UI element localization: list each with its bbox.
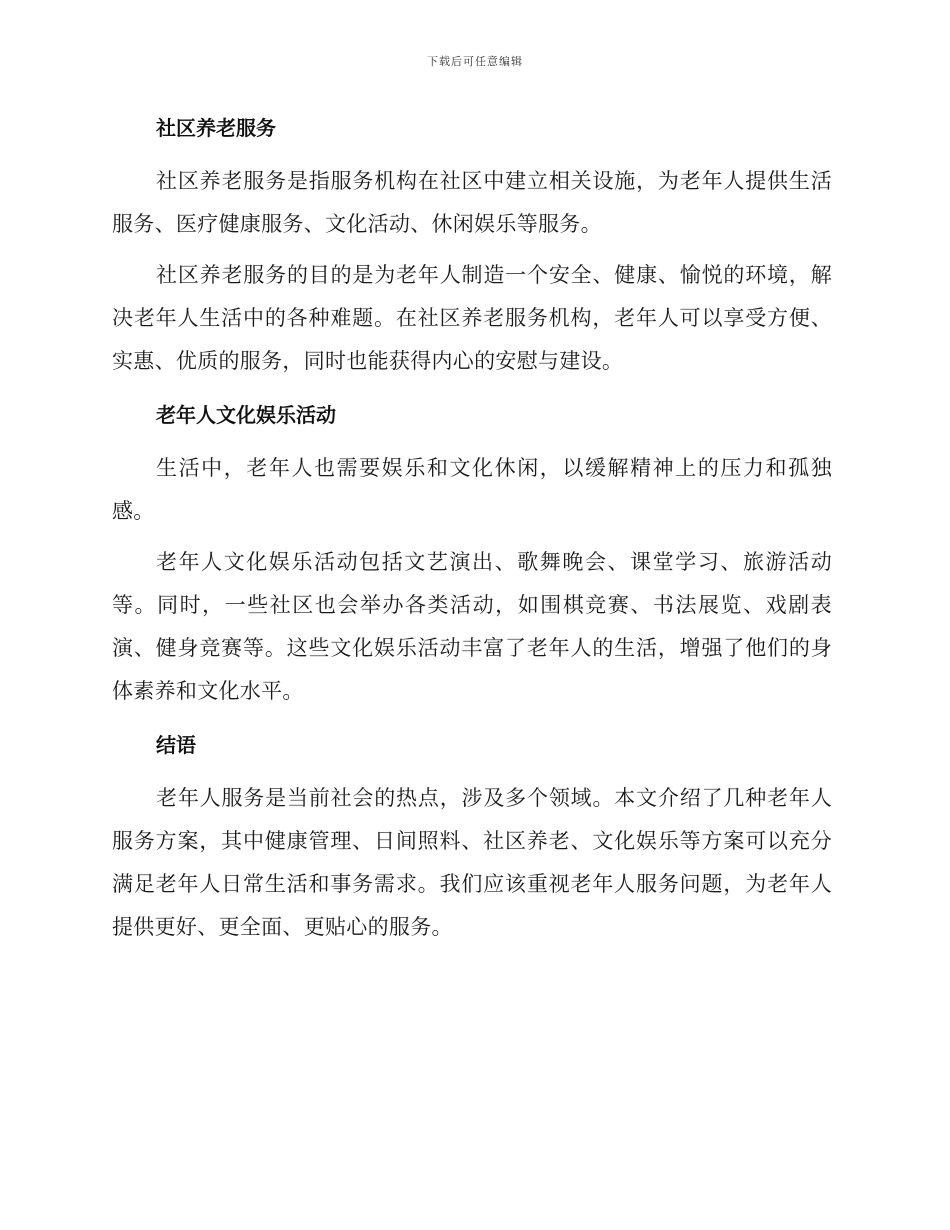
header-note: 下载后可任意编辑 bbox=[427, 55, 523, 68]
section-heading-culture: 老年人文化娱乐活动 bbox=[156, 403, 336, 427]
section-heading-community: 社区养老服务 bbox=[156, 116, 276, 140]
paragraph-community-1: 社区养老服务是指服务机构在社区中建立相关设施，为老年人提供生活服务、医疗健康服务、文化活动、休闲娱乐等服务。 bbox=[112, 169, 832, 236]
paragraph-conclusion-1: 老年人服务是当前社会的热点，涉及多个领域。本文介绍了几种老年人服务方案，其中健康管理、日间照料、社区养老、文化娱乐等方案可以充分满足老年人日常生活和事务需求。我们应该重视老年人服务问题，为老年人提供更好、更全面、更贴心的服务。 bbox=[112, 786, 832, 939]
paragraph-culture-2: 老年人文化娱乐活动包括文艺演出、歌舞晚会、课堂学习、旅游活动等。同时，一些社区也会举办各类活动，如围棋竞赛、书法展览、戏剧表演、健身竞赛等。这些文化娱乐活动丰富了老年人的生活，增强了他们的身体素养和文化水平。 bbox=[112, 550, 832, 703]
paragraph-culture-1: 生活中，老年人也需要娱乐和文化休闲，以缓解精神上的压力和孤独感。 bbox=[112, 456, 832, 523]
paragraph-community-2: 社区养老服务的目的是为老年人制造一个安全、健康、愉悦的环境，解决老年人生活中的各种难题。在社区养老服务机构，老年人可以享受方便、实惠、优质的服务，同时也能获得内心的安慰与建设。 bbox=[112, 263, 832, 373]
section-heading-conclusion: 结语 bbox=[156, 733, 196, 757]
document-body bbox=[112, 108, 832, 949]
